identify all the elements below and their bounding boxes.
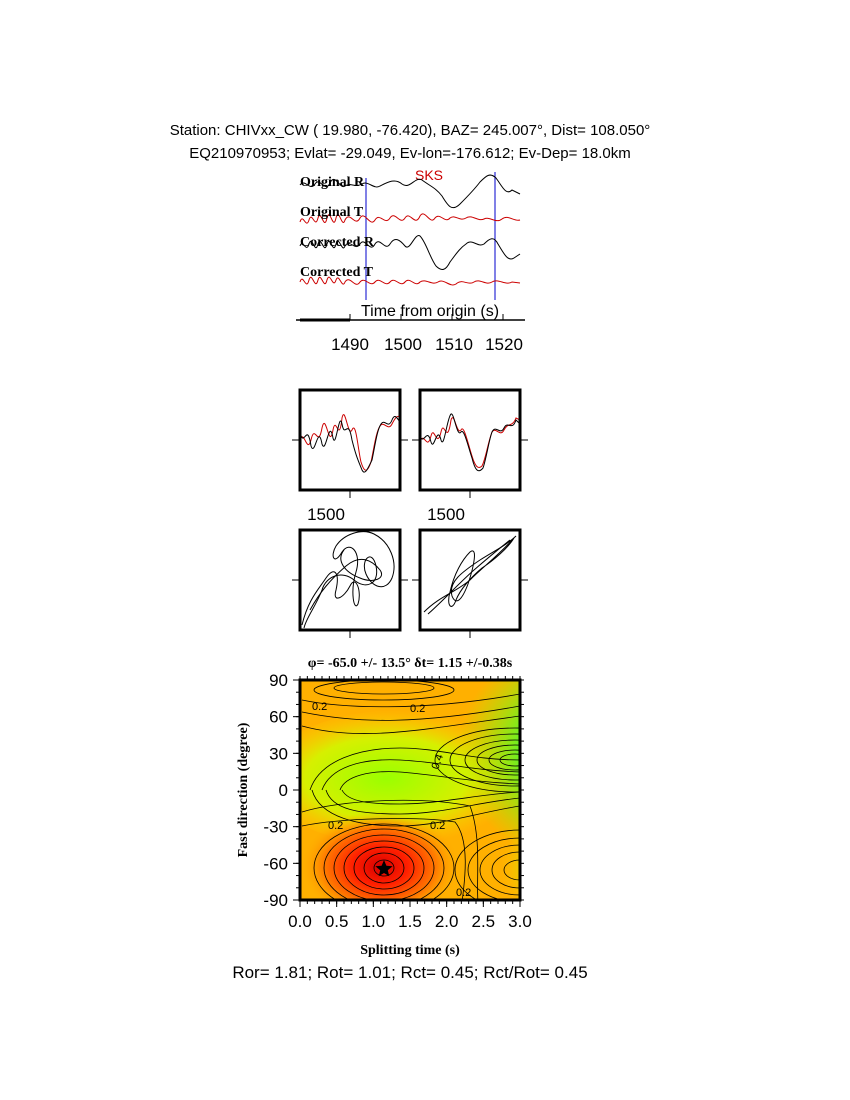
y-tick-label: -60: [263, 854, 288, 874]
grid-search-ylabel: Fast direction (degree): [236, 722, 251, 858]
trace-label-original-r: Original R: [300, 175, 365, 190]
y-tick-label: 0: [278, 781, 288, 800]
panel-frame-1: [300, 390, 400, 490]
contour-label: 0.2: [430, 820, 446, 832]
y-tick-label: 30: [269, 744, 288, 764]
x-tick-label: 1.5: [398, 912, 422, 931]
x-tick-label: 2.5: [471, 912, 496, 931]
grid-search-xlabel: Splitting time (s): [360, 943, 460, 958]
contour-label: 0.4: [429, 752, 447, 772]
x-tick-label: 2.0: [434, 912, 459, 931]
contour-label: 0.2: [312, 701, 328, 713]
waveform-panel-original: [292, 390, 408, 498]
waveform-panel-corrected: [412, 390, 528, 498]
trace-panel: [296, 167, 525, 354]
trace-tick-1520: 1520: [485, 335, 523, 354]
contour-label: 0.2: [328, 820, 344, 832]
trace-tick-1500: 1500: [384, 335, 422, 354]
trace-tick-1490: 1490: [331, 335, 369, 354]
y-tick-label: 60: [269, 707, 288, 727]
y-tick-label: -30: [263, 817, 288, 837]
panel-tick-right: 1500: [427, 505, 465, 524]
trace-tick-1510: 1510: [435, 335, 473, 354]
y-tick-label: -90: [263, 891, 288, 910]
trace-xlabel: Time from origin (s): [360, 303, 500, 320]
trace-label-corrected-t: Corrected T: [300, 265, 373, 280]
x-tick-label: 3.0: [508, 912, 532, 931]
footer-ratios: Ror= 1.81; Rot= 1.01; Rct= 0.45; Rct/Rot= 0.45: [232, 963, 588, 982]
trace-label-corrected-r: Corrected R: [300, 235, 374, 250]
trace-label-original-t: Original T: [300, 205, 364, 220]
header-line1: Station: CHIVxx_CW ( 19.980, -76.420), BAZ= 245.007°, Dist= 108.050°: [169, 122, 651, 139]
particle-motion-original: [292, 530, 408, 638]
phase-label: SKS: [415, 167, 444, 183]
panel-frame-3: [300, 530, 400, 630]
panel-tick-left: 1500: [307, 505, 345, 524]
x-tick-label: 0.0: [288, 912, 312, 931]
header-line2: EQ210970953; Evlat= -29.049, Ev-lon=-176.612; Ev-Dep= 18.0km: [189, 145, 631, 162]
grid-search-map: [265, 642, 625, 923]
y-tick-label: 90: [269, 671, 288, 690]
particle-motion-corrected: [412, 530, 528, 638]
contour-label: 0.2: [456, 887, 472, 899]
contour-label: 0.2: [410, 703, 426, 715]
x-tick-label: 0.5: [324, 912, 349, 931]
x-tick-label: 1.0: [361, 912, 386, 931]
grid-search-title: φ= -65.0 +/- 13.5° δt= 1.15 +/-0.38s: [307, 656, 513, 671]
